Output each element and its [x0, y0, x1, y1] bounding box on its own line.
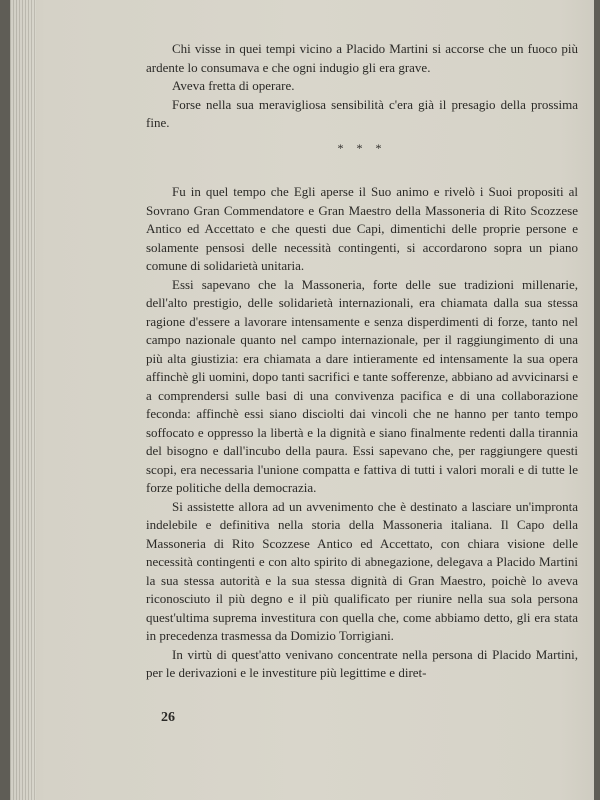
paragraph: Aveva fretta di operare.	[172, 78, 295, 93]
page-number: 26	[161, 710, 175, 725]
page-edge	[10, 0, 36, 800]
book-page	[10, 0, 594, 800]
paragraph: In virtù di quest'atto venivano concentrate nella persona di Placido Martini, per le derivazioni e le investiture più legittime e diret-	[146, 646, 578, 680]
paragraph: Si assistette allora ad un avvenimento che è destinato a lasciare un'impronta indelebile e definitiva nella storia della Massoneria italiana. Il Capo della Massoneria di Rito Scozzese Antico ed Accettato, con chiara visione delle necessità contingenti e con alto spirito di abnegazione, delegava a Placido Martini la sua stessa autorità e la sua stessa dignità di Gran Maestro, poichè lo aveva riconosciuto il più degno e il più qualificato per riunire nella sua sola persona quest'ultima suprema investitura con quella che, come abbiamo detto, gli era stata in precedenza trasmessa da Domizio Torrigiani.	[146, 498, 578, 643]
paragraph: Essi sapevano che la Massoneria, forte delle sue tradizioni millenarie, dell'alto prestigio, delle solidarietà internazionali, era chiamata dalla sua stessa ragione d'essere a lavorare intensamente e senza disperdimenti di forze, tanto nel campo nazionale quanto nel campo internazionale, per il raggiungimento di una più alta giustizia: era chiamata a dare intieramente ed intensamente la sua opera affinchè gli uomini, dopo tanti sacrifici e tante sofferenze, abbiano ad avvicinarsi e a comprendersi sulle basi di una convivenza pacifica e di una collaborazione feconda: affinchè essi siano disciolti dai vincoli che ne hanno per tanto tempo soffocato e oppresso la libertà e la dignità e siano finalmente redenti dalla tirannia del bisogno e dall'incubo della paura. Essi sapevano che, per raggiungere questi scopi, era necessaria l'unione compatta e fattiva di tutti i valori morali e di tutte le forze politiche della democrazia.	[146, 276, 578, 495]
paragraph: Forse nella sua meravigliosa sensibilità c'era già il presagio della prossima fine.	[146, 96, 578, 130]
page-text-block	[146, 40, 578, 683]
section-separator: * * *	[337, 140, 387, 155]
paragraph: Fu in quel tempo che Egli aperse il Suo animo e rivelò i Suoi propositi al Sovrano Gran Commendatore e Gran Maestro della Massoneria di Rito Scozzese Antico ed Accettato e che questi due Capi, dimentichi delle proprie persone e solamente pensosi delle necessità contingenti, si accordarono sopra un piano comune di solidarietà unitaria.	[146, 184, 578, 273]
paragraph: Chi visse in quei tempi vicino a Placido Martini si accorse che un fuoco più ardente lo consumava e che ogni indugio gli era grave.	[146, 41, 578, 75]
